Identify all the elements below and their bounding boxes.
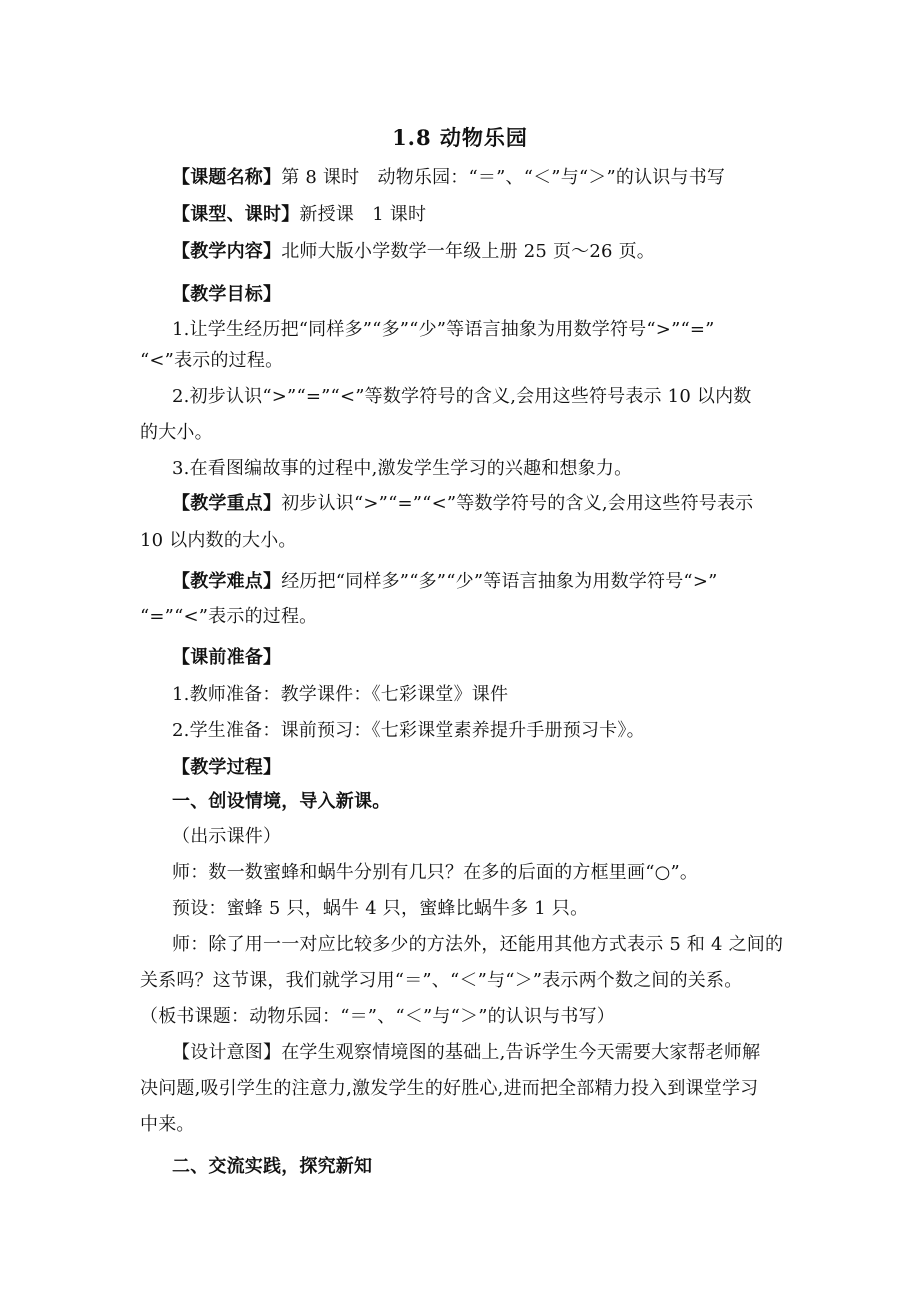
design-intent-label: 【设计意图】 <box>172 1042 282 1063</box>
preparation-heading: 【课前准备】 <box>172 647 282 668</box>
difficulties-label: 【教学难点】 <box>172 571 282 592</box>
content-label: 【教学内容】 <box>172 241 282 262</box>
teacher-preparation: 1.教师准备：教学课件：《七彩课堂》课件 <box>172 684 509 705</box>
lesson-type-label: 【课型、课时】 <box>172 204 300 225</box>
section-heading-1: 一、创设情境，导入新课。 <box>172 791 391 812</box>
show-courseware-note: （出示课件） <box>172 826 282 847</box>
objective-line: 3.在看图编故事的过程中,激发学生学习的兴趣和想象力。 <box>172 458 633 479</box>
objective-line: 1.让学生经历把“同样多”“多”“少”等语言抽象为用数学符号“>”“=” <box>172 319 715 340</box>
page-title: 1.8 动物乐园 <box>392 125 528 150</box>
lesson-name-label: 【课题名称】 <box>172 167 282 188</box>
objective-line: 的大小。 <box>140 422 213 443</box>
lesson-type-row <box>172 203 426 227</box>
section-heading-2: 二、交流实践，探究新知 <box>172 1156 373 1177</box>
key-points-label: 【教学重点】 <box>172 493 282 514</box>
key-points-continued: 10 以内数的大小。 <box>140 530 297 551</box>
difficulties-text: 经历把“同样多”“多”“少”等语言抽象为用数学符号“>” <box>281 571 718 592</box>
objective-line: 2.初步认识“>”“=”“<”等数学符号的含义,会用这些符号表示 10 以内数 <box>172 386 752 407</box>
student-preparation: 2.学生准备：课前预习：《七彩课堂素养提升手册预习卡》。 <box>172 720 645 741</box>
key-points-row <box>172 492 753 516</box>
design-intent-line: 中来。 <box>140 1114 195 1135</box>
content-text: 北师大版小学数学一年级上册 25 页～26 页。 <box>281 241 655 262</box>
objective-line: “<”表示的过程。 <box>140 350 284 371</box>
lesson-name-text: 第 8 课时 动物乐园：“＝”、“＜”与“＞”的认识与书写 <box>281 167 726 188</box>
difficulties-continued: “=”“<”表示的过程。 <box>140 606 318 627</box>
process-heading: 【教学过程】 <box>172 757 282 778</box>
teacher-question: 师：数一数蜜蜂和蜗牛分别有几只？在多的后面的方框里画“○”。 <box>172 862 699 883</box>
design-intent-text: 在学生观察情境图的基础上,告诉学生今天需要大家帮老师解 <box>281 1042 761 1063</box>
difficulties-row <box>172 570 718 594</box>
preset-answer: 预设：蜜蜂 5 只，蜗牛 4 只，蜜蜂比蜗牛多 1 只。 <box>172 898 589 919</box>
lesson-type-text: 新授课 1 课时 <box>299 204 427 225</box>
objectives-heading: 【教学目标】 <box>172 284 282 305</box>
key-points-text: 初步认识“>”“=”“<”等数学符号的含义,会用这些符号表示 <box>281 493 754 514</box>
board-note: （板书课题：动物乐园：“＝”、“＜”与“＞”的认识与书写） <box>140 1006 616 1027</box>
teacher-remark-line: 师：除了用一一对应比较多少的方法外，还能用其他方式表示 5 和 4 之间的 <box>172 934 784 955</box>
teacher-remark-line: 关系吗？这节课，我们就学习用“＝”、“＜”与“＞”表示两个数之间的关系。 <box>140 970 743 991</box>
content-row <box>172 240 655 264</box>
design-intent-line: 决问题,吸引学生的注意力,激发学生的好胜心,进而把全部精力投入到课堂学习 <box>140 1078 759 1099</box>
lesson-name-row <box>172 166 725 190</box>
design-intent-row <box>172 1041 760 1065</box>
